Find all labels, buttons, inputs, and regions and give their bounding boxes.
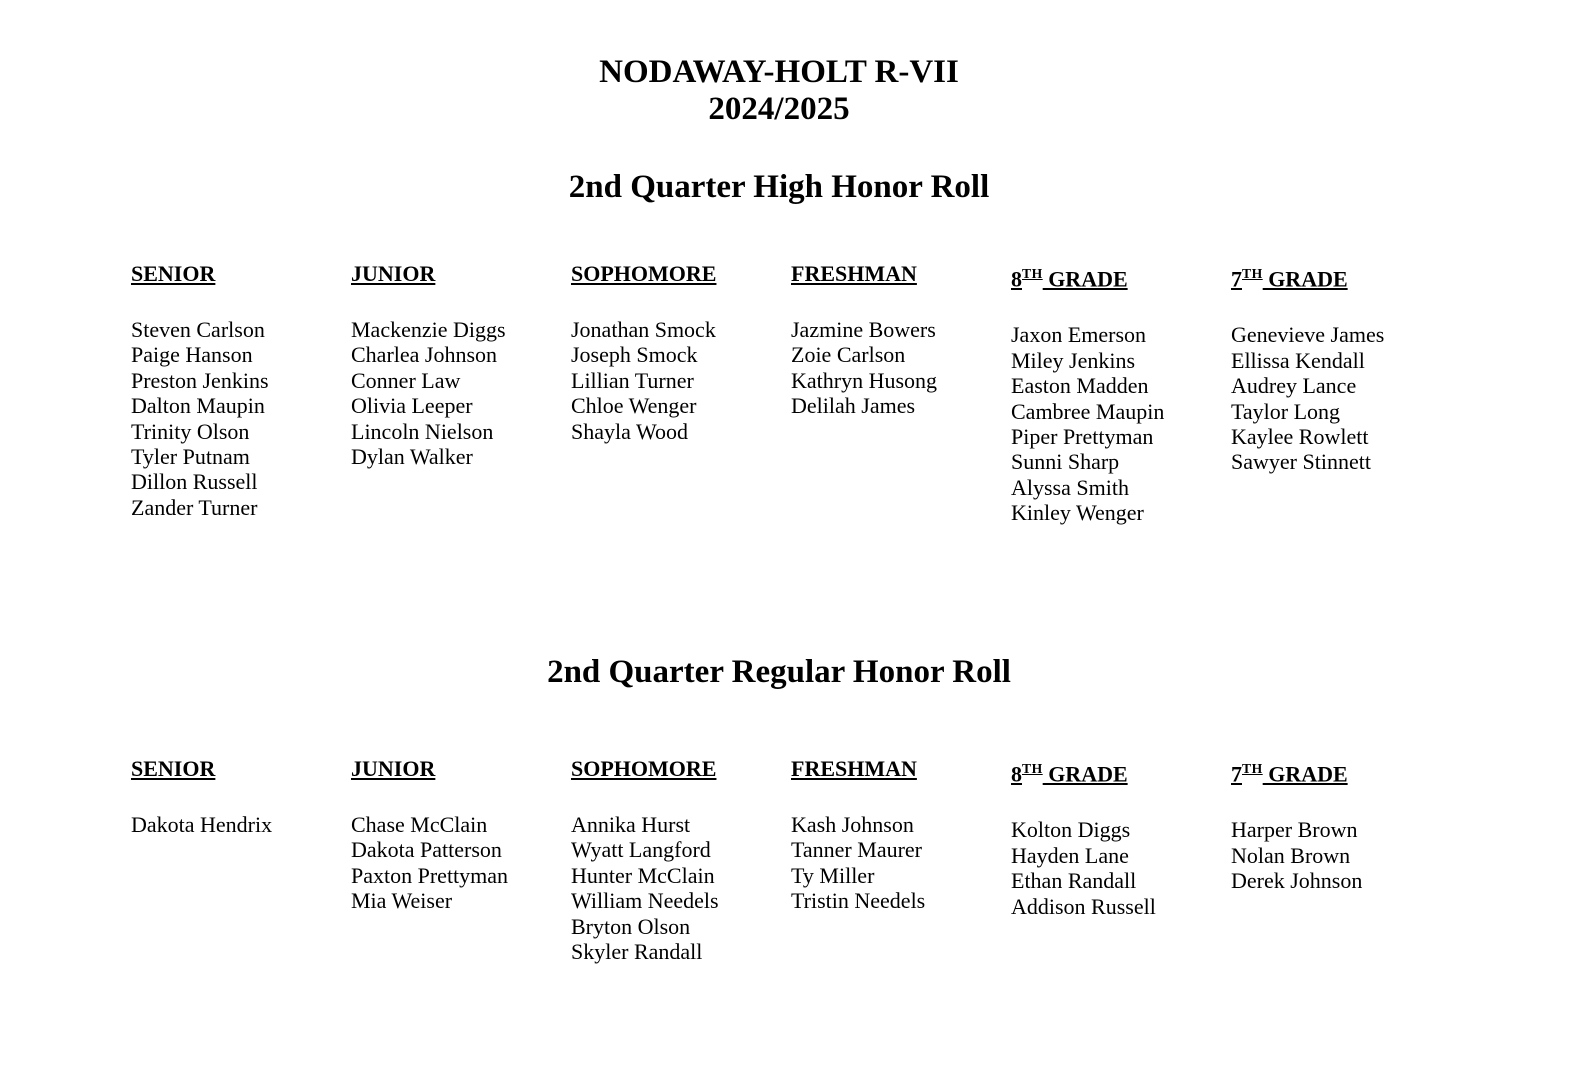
- student-name: Dakota Hendrix: [131, 812, 273, 837]
- student-name: Mia Weiser: [351, 888, 453, 914]
- student-name: Lincoln Nielson: [351, 418, 494, 444]
- student-name: Charlea Johnson: [351, 342, 498, 368]
- grade-column-header: [351, 261, 571, 287]
- ordinal-superscript: TH: [1022, 761, 1043, 776]
- student-name: Tanner Maurer: [791, 837, 923, 863]
- student-name: Ellissa Kendall: [1231, 347, 1365, 373]
- student-name: Ethan Randall: [1011, 868, 1137, 894]
- grade-column-header: [351, 756, 571, 782]
- student-name: Derek Johnson: [1231, 868, 1363, 894]
- grade-column-header: [1231, 261, 1451, 292]
- student-name: Paxton Prettyman: [351, 862, 509, 888]
- student-name: Tyler Putnam: [131, 444, 250, 470]
- grade-header-text: SOPHOMORE: [571, 756, 717, 781]
- student-name: Kolton Diggs: [1011, 817, 1131, 843]
- student-name: Kaylee Rowlett: [1231, 423, 1369, 449]
- student-name: Easton Madden: [1011, 373, 1149, 399]
- student-name: Kash Johnson: [791, 812, 914, 837]
- student-name: Harper Brown: [1231, 817, 1358, 843]
- grade-column: [351, 261, 571, 526]
- grade-header-text: FRESHMAN: [791, 261, 917, 286]
- grade-column-header: [1011, 756, 1231, 787]
- grade-header-text: 7: [1231, 761, 1242, 787]
- regular-honor-roll-title: 2nd Quarter Regular Honor Roll: [547, 654, 1011, 690]
- student-name: Trinity Olson: [131, 418, 250, 444]
- student-name: Wyatt Langford: [571, 837, 711, 863]
- grade-column: [1011, 261, 1231, 526]
- grade-column: [131, 756, 351, 964]
- student-name: Paige Hanson: [131, 342, 253, 368]
- grade-column: [1231, 756, 1451, 964]
- student-name: Ty Miller: [791, 862, 875, 888]
- student-name: William Needels: [571, 888, 719, 914]
- student-name: Piper Prettyman: [1011, 423, 1154, 449]
- grade-header-text: JUNIOR: [351, 756, 436, 781]
- grade-header-text: SENIOR: [131, 756, 216, 781]
- grade-header-text: SOPHOMORE: [571, 261, 717, 286]
- high-honor-roll-columns: [131, 261, 1451, 526]
- student-name: Alyssa Smith: [1011, 474, 1129, 500]
- student-name: Joseph Smock: [571, 342, 698, 368]
- document-header: [0, 54, 1558, 128]
- student-name: Zander Turner: [131, 494, 258, 520]
- student-name: Annika Hurst: [571, 812, 691, 837]
- student-name: Zoie Carlson: [791, 342, 906, 368]
- student-name: Dillon Russell: [131, 469, 258, 495]
- grade-header-text: 7: [1231, 266, 1242, 292]
- student-name: Kathryn Husong: [791, 367, 938, 393]
- student-name: Lillian Turner: [571, 367, 694, 393]
- student-name: Hunter McClain: [571, 862, 715, 888]
- grade-header-text: GRADE: [1262, 266, 1348, 292]
- high-honor-roll-title: 2nd Quarter High Honor Roll: [568, 169, 990, 205]
- student-name: Conner Law: [351, 367, 461, 393]
- student-name: Jonathan Smock: [571, 317, 716, 342]
- school-year: 2024/2025: [708, 91, 850, 127]
- grade-column-header: [791, 756, 1011, 782]
- student-name: Addison Russell: [1011, 893, 1156, 919]
- student-name: Olivia Leeper: [351, 393, 473, 419]
- grade-column-header: [791, 261, 1011, 287]
- student-name: Tristin Needels: [791, 888, 926, 914]
- student-name: Steven Carlson: [131, 317, 265, 342]
- student-name: Kinley Wenger: [1011, 500, 1144, 526]
- student-name: Sawyer Stinnett: [1231, 449, 1371, 475]
- grade-header-text: 8: [1011, 761, 1022, 787]
- school-name: NODAWAY-HOLT R-VII: [599, 54, 959, 90]
- ordinal-superscript: TH: [1242, 761, 1263, 776]
- grade-header-text: GRADE: [1262, 761, 1348, 787]
- student-name: Nolan Brown: [1231, 842, 1351, 868]
- grade-column: [791, 261, 1011, 526]
- grade-column: [351, 756, 571, 964]
- student-name: Delilah James: [791, 393, 916, 419]
- grade-column-header: [571, 261, 791, 287]
- grade-column: [571, 756, 791, 964]
- grade-column-header: [1231, 756, 1451, 787]
- student-name: Jazmine Bowers: [791, 317, 936, 342]
- grade-column: [131, 261, 351, 526]
- student-name: Hayden Lane: [1011, 842, 1129, 868]
- grade-header-text: SENIOR: [131, 261, 216, 286]
- grade-header-text: 8: [1011, 266, 1022, 292]
- student-name: Dakota Patterson: [351, 837, 502, 863]
- grade-column: [1011, 756, 1231, 964]
- student-name: Chase McClain: [351, 812, 488, 837]
- grade-column-header: [1011, 261, 1231, 292]
- student-name: Bryton Olson: [571, 913, 691, 939]
- student-name: Dalton Maupin: [131, 393, 265, 419]
- student-name: Shayla Wood: [571, 418, 688, 444]
- grade-column-header: [571, 756, 791, 782]
- regular-honor-roll-columns: [131, 756, 1451, 964]
- grade-column: [791, 756, 1011, 964]
- grade-header-text: FRESHMAN: [791, 756, 917, 781]
- student-name: Cambree Maupin: [1011, 398, 1165, 424]
- student-name: Jaxon Emerson: [1011, 322, 1147, 348]
- grade-header-text: JUNIOR: [351, 261, 436, 286]
- student-name: Sunni Sharp: [1011, 449, 1120, 475]
- grade-column: [571, 261, 791, 526]
- student-name: Dylan Walker: [351, 444, 473, 470]
- student-name: Miley Jenkins: [1011, 347, 1136, 373]
- grade-column: [1231, 261, 1451, 526]
- grade-header-text: GRADE: [1042, 761, 1128, 787]
- ordinal-superscript: TH: [1242, 266, 1263, 281]
- student-name: Preston Jenkins: [131, 367, 269, 393]
- student-name: Audrey Lance: [1231, 373, 1357, 399]
- student-name: Mackenzie Diggs: [351, 317, 506, 342]
- student-name: Taylor Long: [1231, 398, 1341, 424]
- grade-column-header: [131, 261, 351, 287]
- student-name: Genevieve James: [1231, 322, 1385, 348]
- grade-column-header: [131, 756, 351, 782]
- ordinal-superscript: TH: [1022, 266, 1043, 281]
- student-name: Skyler Randall: [571, 939, 703, 965]
- student-name: Chloe Wenger: [571, 393, 697, 419]
- grade-header-text: GRADE: [1042, 266, 1128, 292]
